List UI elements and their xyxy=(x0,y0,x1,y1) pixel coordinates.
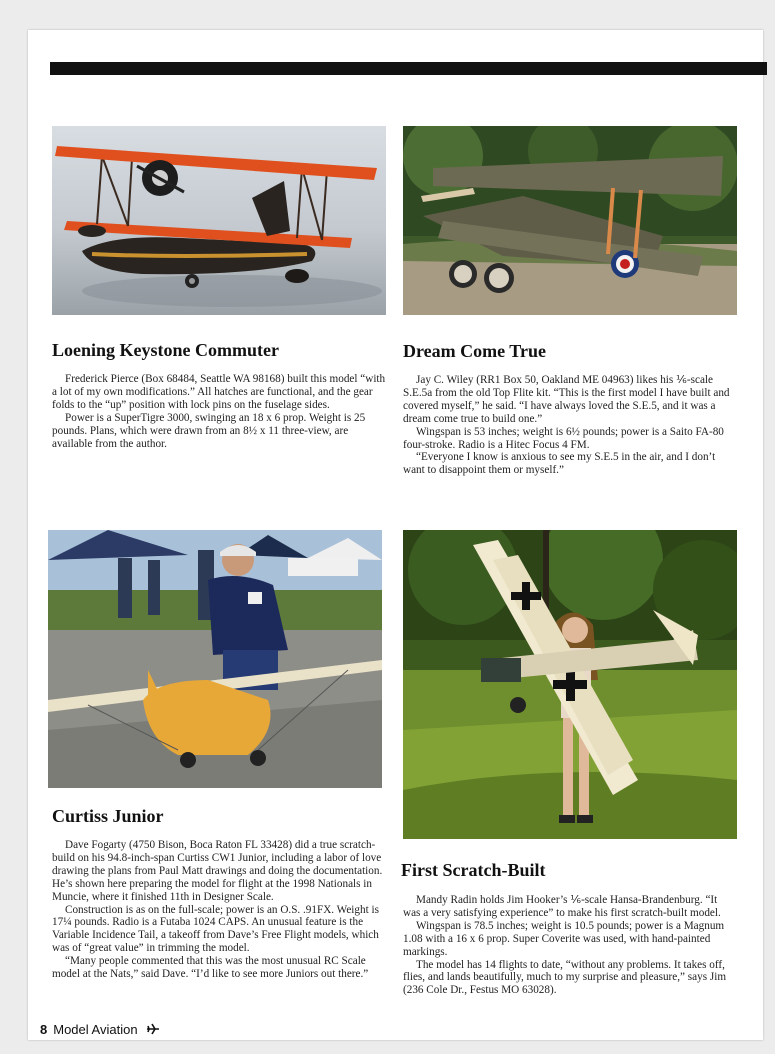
article-body-curtiss xyxy=(52,839,386,981)
article-title-dream: Dream Come True xyxy=(403,341,546,361)
photo-se5a xyxy=(403,126,737,315)
article-title-loening: Loening Keystone Commuter xyxy=(52,340,279,360)
paragraph: Frederick Pierce (Box 68484, Seattle WA 98168) built this model “with a lot of my own modifications.” All hatches are functional, and the gear folds to the “up” position with lock pins on the fuselage sides. xyxy=(52,373,386,411)
article-title-first-scratch: First Scratch-Built xyxy=(401,860,546,880)
paragraph: Wingspan is 53 inches; weight is 6½ pounds; power is a Saito FA-80 four-stroke. Radio is a Hitec Focus 4 FM. xyxy=(403,425,724,451)
airplane-icon xyxy=(146,1022,160,1037)
paragraph: Jay C. Wiley (RR1 Box 50, Oakland ME 04963) likes his ⅙-scale S.E.5a from the old Top Flite kit. “This is the first model I have built and covered myself,” he said. “I have always loved the S.E.5, and it was a dream come true to build one.” xyxy=(403,374,730,425)
photo-curtiss-junior xyxy=(48,530,382,788)
paragraph: The model has 14 flights to date, “without any problems. It takes off, flies, and lands beautifully, much to my surprise and pleasure,” says Jim (236 Cole Dr., Festus MO 63028). xyxy=(403,958,727,997)
article-title-curtiss: Curtiss Junior xyxy=(52,806,164,826)
paragraph: Power is a SuperTigre 3000, swinging an 18 x 6 prop. Weight is 25 pounds. Plans, which were drawn from an 8½ x 11 three-view, are available from the author. xyxy=(52,411,366,450)
magazine-name: Model Aviation xyxy=(53,1022,138,1037)
photo-hansa-brandenburg xyxy=(403,530,737,839)
paragraph: “Everyone I know is anxious to see my S.E.5 in the air, and I don’t want to disappoint them or myself.” xyxy=(403,451,716,477)
article-body-dream xyxy=(403,374,737,477)
photo-loening-keystone xyxy=(52,126,386,315)
article-body-first-scratch xyxy=(403,894,737,997)
paragraph: Wingspan is 78.5 inches; weight is 10.5 pounds; power is a Magnum 1.08 with a 16 x 6 prop. Super Coverite was used, with hand-painted markings. xyxy=(403,919,725,958)
paragraph: Construction is as on the full-scale; power is an O.S. .91FX. Weight is 17¼ pounds. Radio is a Futaba 1024 CAPS. An unusual feature is the Variable Incidence Tail, a takeoff from Dave’s Free Flight models, which was of “great value” in trimming the model. xyxy=(52,903,379,955)
top-rule-bar xyxy=(50,62,767,75)
page-number: 8 xyxy=(40,1022,48,1037)
paragraph: Mandy Radin holds Jim Hooker’s ⅙-scale Hansa-Brandenburg. “It was a very satisfying experience” to make his first scratch-built model. xyxy=(403,894,721,919)
article-body-loening xyxy=(52,373,386,450)
page-footer xyxy=(40,1022,160,1037)
paragraph: “Many people commented that this was the most unusual RC Scale model at the Nats,” said Dave. “I’d like to see more Juniors out there.” xyxy=(52,955,369,981)
paragraph: Dave Fogarty (4750 Bison, Boca Raton FL 33428) did a true scratch-build on his 94.8-inch-span Curtiss CW1 Junior, including a labor of love drawing the plans from Paul Matt drawings and doing the documentation. He’s shown here preparing the model for flight at the 1998 Nationals in Muncie, where it finished 11th in Designer Scale. xyxy=(52,839,383,903)
